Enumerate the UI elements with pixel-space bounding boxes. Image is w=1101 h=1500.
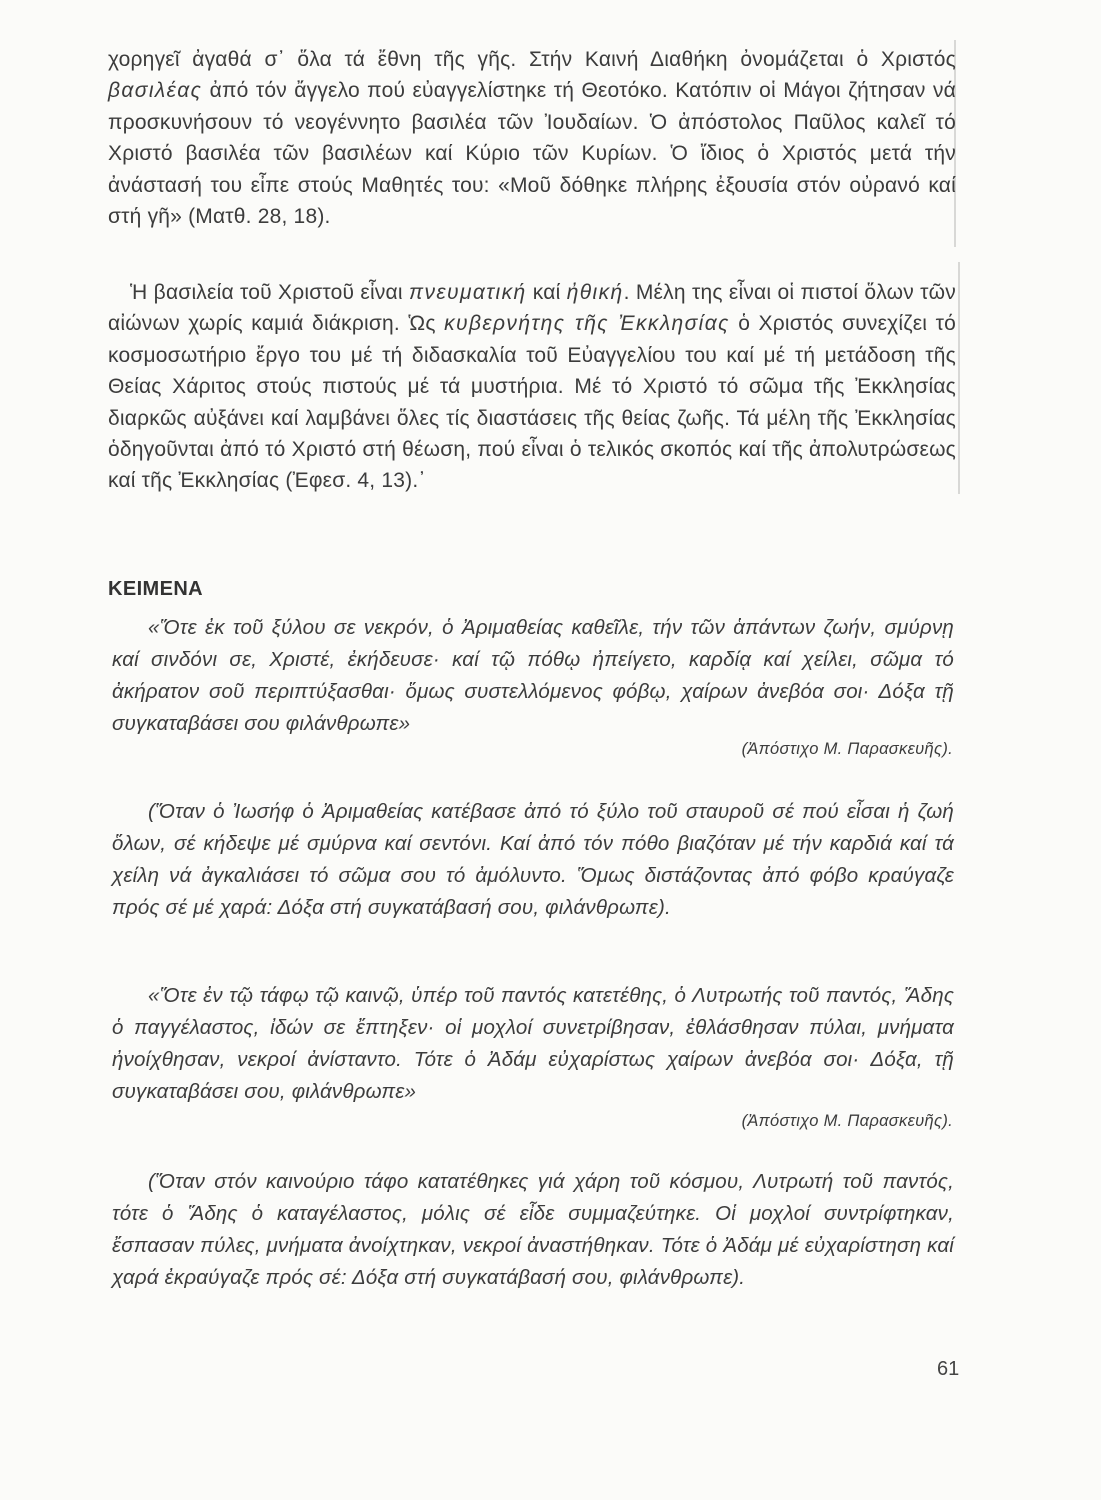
translation-text-1: (Ὅταν ὁ Ἰωσήφ ὁ Ἀριμαθείας κατέβασε ἀπό τό ξύλο τοῦ σταυροῦ σέ πού εἶσαι ἡ ζωή ὅλων, σέ κήδεψε μέ σμύρνα καί σεντόνι. Καί ἀπό τόν πόθο βιαζόταν μέ τήν καρδιά καί τά χείλη νά ἀγκαλιάσει τό σῶμα σου τό ἀμόλυντο. Ὅμως διστάζοντας ἀπό φόβο κραύγαζε πρός σέ μέ χαρά: Δόξα στή συγκατάβασή σου, φιλάνθρωπε). (112, 800, 954, 919)
body-text: ὁ Χριστός συνεχίζει τό κοσμοσωτήριο ἔργο του μέ τή διδασκαλία τοῦ Εὐαγγελίου του καί μέ τή μετάδοση τῆς Θείας Χάριτος στούς πιστούς μέ τά μυστήρια. Μέ τό Χριστό τό σῶμα τῆς Ἐκκλησίας διαρκῶς αὐξάνει καί λαμβάνει ὅλες τίς διαστάσεις τῆς θείας ζωῆς. Τά μέλη τῆς Ἐκκλησίας ὁδηγοῦνται ἀπό τό Χριστό στή θέωση, πού εἶναι ὁ τελικός σκοπός καί τῆς ἀπολυτρώσεως καί τῆς Ἐκκλησίας (Ἐφεσ. 4, 13).᾽ (108, 312, 956, 493)
body-text: χορηγεῖ ἀγαθά σ᾽ ὅλα τά ἔθνη τῆς γῆς. Στήν Καινή Διαθήκη ὀνομάζεται ὁ Χριστός (108, 48, 956, 71)
section-heading: ΚΕΙΜΕΝΑ (108, 578, 204, 600)
liturgical-text-1: «Ὅτε ἐκ τοῦ ξύλου σε νεκρόν, ὁ Ἀριμαθείας καθεῖλε, τήν τῶν ἁπάντων ζωήν, σμύρνῃ καί σινδόνι σε, Χριστέ, ἐκήδευσε· καί τῷ πόθῳ ἠπείγετο, καρδίᾳ καί χείλει, σῶμα τό ἀκήρατον σοῦ περιπτύξασθαι· ὅμως συστελλόμενος φόβῳ, χαίρων ἀνεβόα σοι· Δόξα τῇ συγκαταβάσει σου φιλάνθρωπε» (112, 616, 954, 735)
translation-text-2: (Ὅταν στόν καινούριο τάφο κατατέθηκες γιά χάρη τοῦ κόσμου, Λυτρωτή τοῦ παντός, τότε ὁ Ἅδης ὁ καταγέλαστος, μόλις σέ εἶδε συμμαζεύτηκε. Οἱ μοχλοί συντρίφτηκαν, ἔσπασαν πύλες, μνήματα ἀνοίχτηκαν, νεκροί ἀναστήθηκαν. Τότε ὁ Ἀδάμ μέ εὐχαρίστηση καί χαρά ἐκραύγαζε πρός σέ: Δόξα στή συγκατάβασή σου, φιλάνθρωπε). (112, 1170, 954, 1289)
liturgical-text-2: «Ὅτε ἐν τῷ τάφῳ τῷ καινῷ, ὑπέρ τοῦ παντός κατετέθης, ὁ Λυτρωτής τοῦ παντός, Ἅδης ὁ παγγέλαστος, ἰδών σε ἔπτηξεν· οἱ μοχλοί συνετρίβησαν, ἐθλάσθησαν πύλαι, μνήματα ἠνοίχθησαν, νεκροί ἀνίσταντο. Τότε ὁ Ἀδάμ εὐχαρίστως χαίρων ἀνεβόα σοι· Δόξα, τῇ συγκαταβάσει σου, φιλάνθρωπε» (112, 984, 954, 1103)
body-text: καί (532, 281, 561, 304)
source-citation-2: (Ἀπόστιχο Μ. Παρασκευῆς). (741, 1112, 953, 1130)
emphasis-kyvernitis: κυβερνήτης τῆς Ἐκκλησίας (444, 312, 730, 336)
body-text: Ἡ βασιλεία τοῦ Χριστοῦ εἶναι (130, 281, 403, 304)
emphasis-pneumatiki: πνευματική (409, 281, 527, 304)
body-paragraph-1 (108, 44, 956, 232)
scan-edge-mark (958, 262, 960, 494)
body-text: . Μέλη της εἶναι οἱ πιστοί ὅλων τῶν αἰώνων χωρίς καμιά διάκριση. Ὡς (108, 281, 956, 336)
page-number: 61 (937, 1358, 960, 1380)
body-paragraph-2 (108, 277, 956, 497)
emphasis-basileas: βασιλέας (108, 79, 203, 103)
source-citation-1: (Ἀπόστιχο Μ. Παρασκευῆς). (741, 740, 953, 758)
body-text: ἀπό τόν ἄγγελο πού εὐαγγελίστηκε τή Θεοτόκο. Κατόπιν οἱ Μάγοι ζήτησαν νά προσκυνήσουν τό νεογέννητο βασιλέα τῶν Ἰουδαίων. Ὁ ἀπόστολος Παῦλος καλεῖ τό Χριστό βασιλέα τῶν βασιλέων καί Κύριο τῶν Κυρίων. Ὁ ἴδιος ὁ Χριστός μετά τήν ἀνάστασή του εἶπε στούς Μαθητές του: «Μοῦ δόθηκε πλήρης ἐξουσία στόν οὐρανό καί στή γῆ» (Ματθ. 28, 18). (108, 79, 956, 229)
emphasis-ithiki: ἠθική (566, 281, 624, 304)
